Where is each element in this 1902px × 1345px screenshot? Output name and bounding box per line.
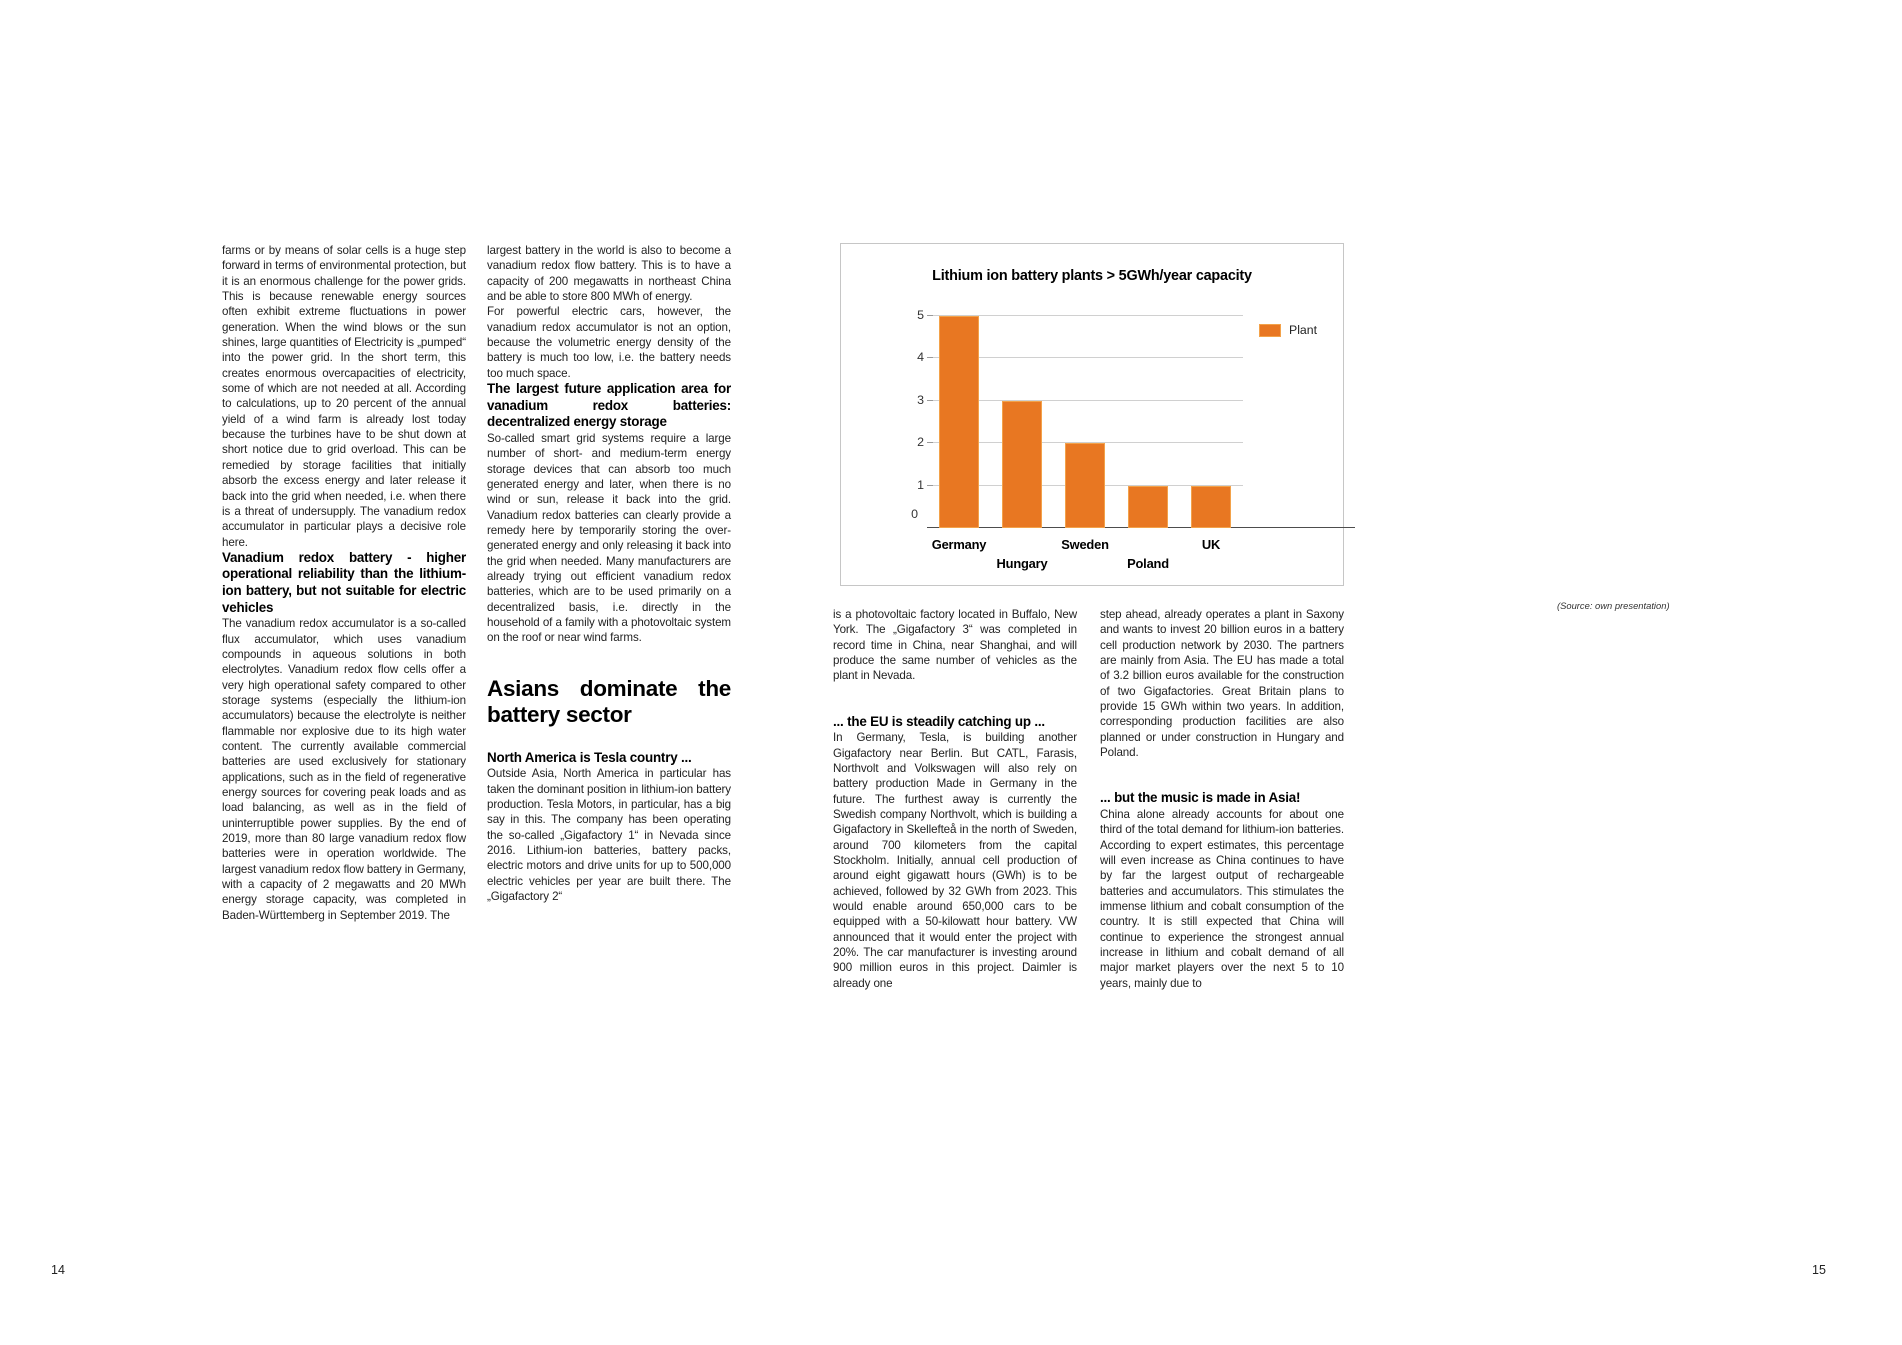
- x-axis-label-poland: Poland: [1127, 556, 1169, 571]
- column2-paragraph-1: largest battery in the world is also to become a vanadium redox flow battery. This is to have a capacity of 200 megawatts in northeast China and be able to store 800 MWh of energy.: [487, 244, 731, 304]
- y-tickmark-1: [927, 485, 933, 486]
- column3-paragraph-2: In Germany, Tesla, is building another Gigafactory near Berlin. But CATL, Farasis, Northvolt and Volkswagen will also rely on battery production Made in Germany in the future. The furthest away is currently the Swedish company Northvolt, which is building a Gigafactory in Skellefteå in the north of Sweden, around 700 kilometers from the capital Stockholm. Initially, annual cell production of around eight gigawatt hours (GWh) is to be achieved, followed by 32 GWh from 2023. This would enable around 650,000 cars to be equipped with a 50-kilowatt hour battery. VW announced that it would enter the project with 20%. The car manufacturer is investing around 900 million euros in this project. Daimler is already one: [833, 731, 1077, 990]
- column3-paragraph-1: is a photovoltaic factory located in Buffalo, New York. The „Gigafactory 3“ was completed in record time in China, near Shanghai, and will produce the same number of vehicles as the plant in Nevada.: [833, 608, 1077, 683]
- heading-largest-future-application: The largest future application area for vanadium redox batteries: decentralized energy storage: [487, 381, 731, 430]
- y-axis-tick-3: 3: [917, 392, 924, 407]
- heading-eu-catching-up: ... the EU is steadily catching up ...: [833, 713, 1045, 729]
- text-column-2: [487, 243, 731, 904]
- x-axis-label-uk: UK: [1201, 537, 1221, 552]
- x-axis-label-hungary: Hungary: [996, 556, 1048, 571]
- heading-asians-dominate: Asians dominate the battery sector: [487, 675, 731, 727]
- gridline-3: [917, 392, 1243, 407]
- y-tickmark-2: [927, 442, 933, 443]
- y-axis-tick-5: 5: [917, 308, 924, 322]
- chart-legend: [1259, 323, 1317, 337]
- bar-uk[interactable]: [1191, 486, 1231, 528]
- legend-label-plant: Plant: [1289, 323, 1318, 337]
- legend-swatch-plant: [1259, 324, 1281, 337]
- chart-container: [840, 243, 1344, 586]
- heading-music-made-in-asia: ... but the music is made in Asia!: [1100, 790, 1301, 806]
- column2-paragraph-2: For powerful electric cars, however, the vanadium redox accumulator is not an option, because the volumetric energy density of the battery is much too low, i.e. the battery needs too much space.: [487, 305, 731, 380]
- text-column-3: [833, 607, 1077, 991]
- heading-north-america-tesla: North America is Tesla country ...: [487, 749, 692, 765]
- x-axis-label-germany: Germany: [931, 537, 987, 552]
- y-axis-tick-4: 4: [917, 350, 924, 365]
- y-tickmark-3: [927, 400, 933, 401]
- page-number-left: 14: [51, 1263, 65, 1277]
- bar-sweden[interactable]: [1065, 443, 1105, 528]
- chart-source-note: (Source: own presentation): [1557, 600, 1670, 611]
- gridline-5: [917, 308, 1243, 322]
- bar-hungary[interactable]: [1002, 401, 1042, 528]
- page-number-right: 15: [1812, 1263, 1826, 1277]
- y-tickmark-5: [927, 315, 933, 316]
- gridline-4: [917, 350, 1243, 365]
- column1-paragraph-2: The vanadium redox accumulator is a so-called flux accumulator, which uses vanadium compounds in aqueous solutions in both electrolytes. Vanadium redox flow cells offer a very high operational safety compared to other storage systems (especially the lithium-ion accumulators) because the electrolyte is neither flammable nor explosive due to its high water content. The currently available commercial batteries are used exclusively for stationary applications, such as in the field of regenerative energy sources for covering peak loads and as load balancing, as well as in the field of uninterruptible power supplies. By the end of 2019, more than 80 large vanadium redox flow batteries were in operation worldwide. The largest vanadium redox flow battery in Germany, with a capacity of 2 megawatts and 20 MWh energy storage capacity, was completed in Baden-Württemberg in September 2019. The: [222, 617, 466, 922]
- x-axis-label-sweden: Sweden: [1061, 537, 1109, 552]
- column1-paragraph-1: farms or by means of solar cells is a huge step forward in terms of environmental protection, but it is an enormous challenge for the power grids. This is because renewable energy sources often exhibit extreme fluctuations in power generation. When the wind blows or the sun shines, large quantities of Electricity is „pumped“ into the power grid. In the short term, this creates enormous overcapacities of electricity, some of which are not needed at all. According to calculations, up to 20 percent of the annual yield of a wind farm is already lost today because the turbines have to be shut down at short notice due to grid overload. This can be remedied by storage facilities that initially absorb the excess energy and later release it back into the grid when needed, i.e. when there is a threat of undersupply. The vanadium redox accumulator in particular plays a decisive role here.: [222, 244, 466, 549]
- bar-poland[interactable]: [1128, 486, 1168, 528]
- heading-vanadium-redox-battery: Vanadium redox battery - higher operational reliability than the lithium-ion battery, but not suitable for electric vehicles: [222, 549, 466, 615]
- y-axis-tick-1: 1: [917, 477, 924, 492]
- column2-paragraph-3: So-called smart grid systems require a large number of short- and medium-term energy storage devices that can absorb too much generated energy and later, when there is no wind or sun, release it back into the grid. Vanadium redox batteries can clearly provide a remedy here by temporarily storing the over-generated energy and only releasing it back into the grid when needed. Many manufacturers are already trying out efficient vanadium redox batteries, which are to be used primarily on a decentralized basis, i.e. directly in the household of a family with a photovoltaic system on the roof or near wind farms.: [487, 431, 731, 645]
- chart-plot-area: [911, 308, 1243, 571]
- text-column-4: [1100, 607, 1344, 991]
- column4-paragraph-1: step ahead, already operates a plant in Saxony and wants to invest 20 billion euros in a battery cell production network by 2030. The partners are mainly from Asia. The EU has made a total of 3.2 billion euros available for the construction of two Gigafactories. Great Britain plans to provide 15 GWh within two years. In addition, corresponding production facilities are also planned or under construction in Hungary and Poland.: [1100, 608, 1344, 760]
- y-axis-tick-2: 2: [917, 435, 924, 450]
- y-tickmark-4: [927, 357, 933, 358]
- bar-germany[interactable]: [939, 316, 979, 528]
- chart-title: Lithium ion battery plants > 5GWh/year capacity: [932, 268, 1252, 284]
- y-axis-tick-0: 0: [911, 507, 918, 521]
- text-column-1: [222, 243, 466, 923]
- column4-paragraph-2: China alone already accounts for about one third of the total demand for lithium-ion batteries. According to expert estimates, this percentage will even increase as China continues to have by far the largest output of rechargeable batteries and accumulators. This stimulates the immense lithium and cobalt consumption of the country. It is still expected that China will continue to experience the strongest annual increase in lithium and cobalt demand of all major market players over the next 5 to 10 years, mainly due to: [1100, 808, 1344, 990]
- column2-paragraph-4: Outside Asia, North America in particular has taken the dominant position in lithium-ion battery production. Tesla Motors, in particular, has a big say in this. The company has been operating the so-called „Gigafactory 1“ in Nevada since 2016. Lithium-ion batteries, battery packs, electric motors and drive units for up to 500,000 electric vehicles per year are built there. The „Gigafactory 2“: [487, 767, 731, 904]
